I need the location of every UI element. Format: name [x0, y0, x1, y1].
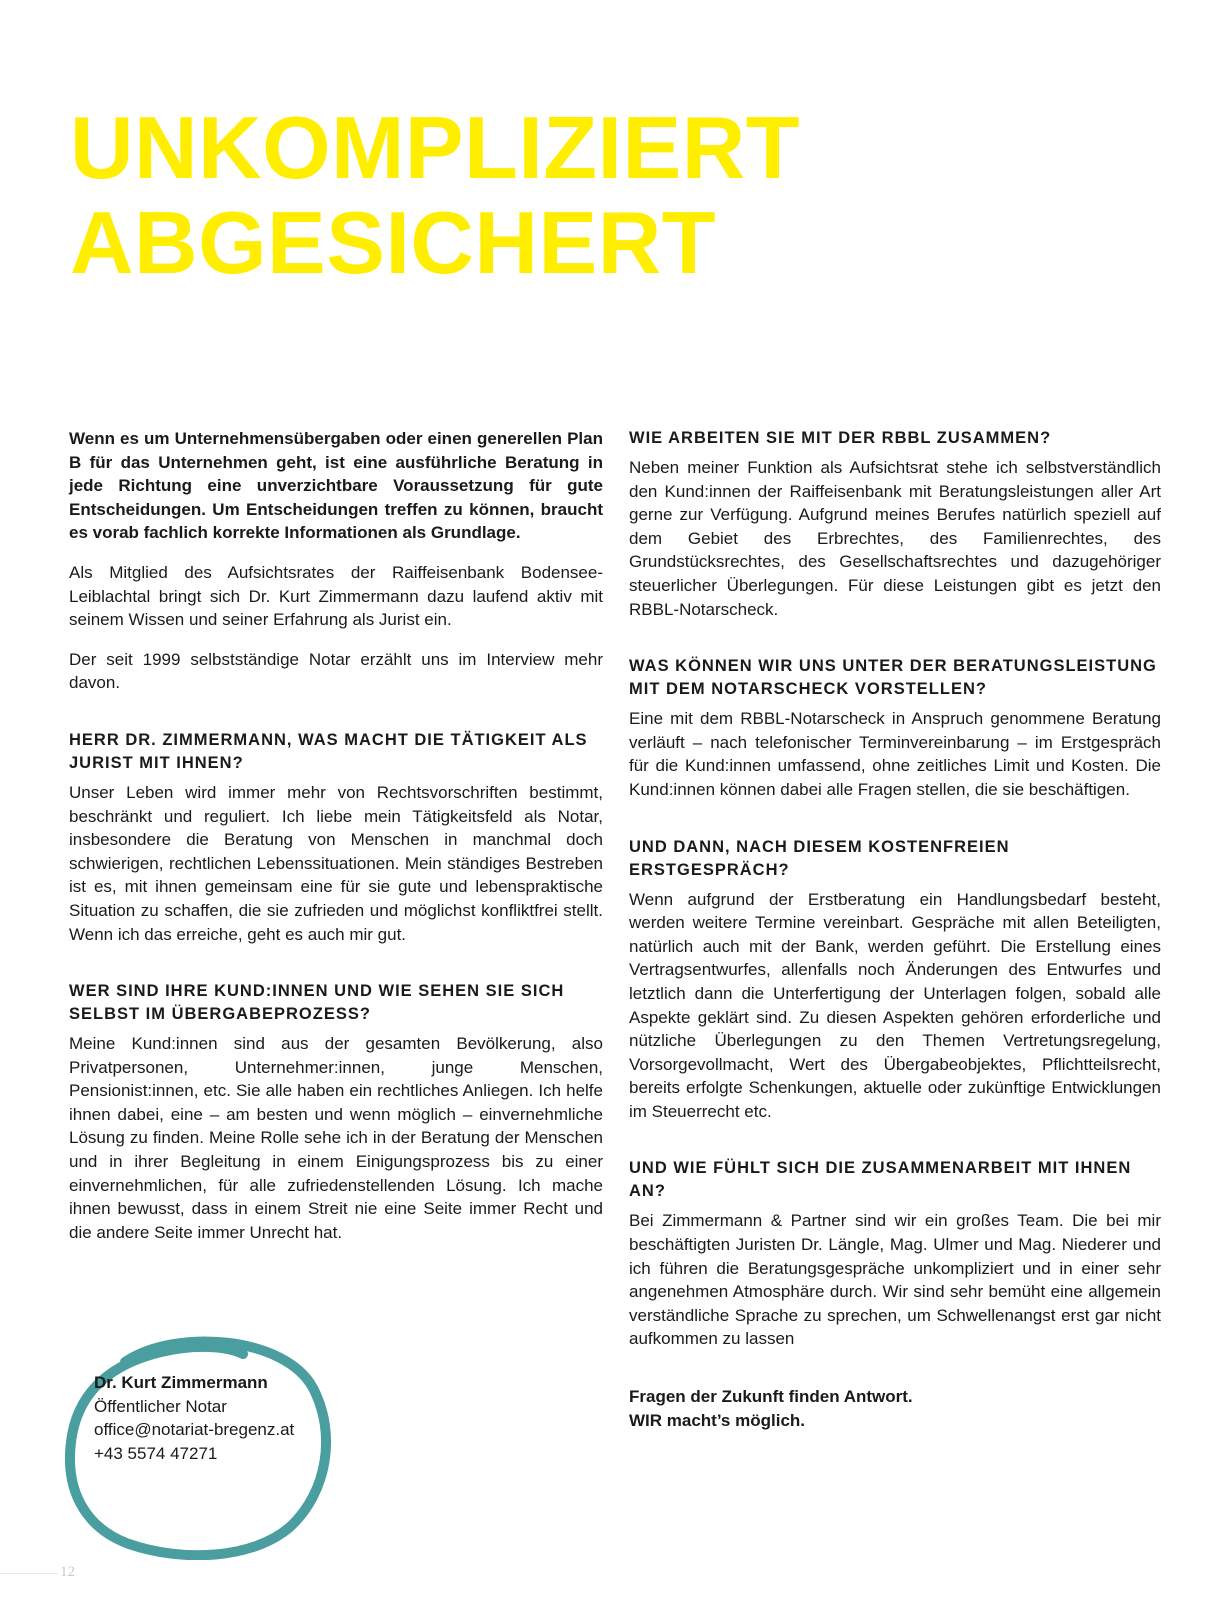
right-column — [629, 427, 1161, 1432]
intro-paragraph: Wenn es um Unternehmensübergaben oder einen generellen Plan B für das Unternehmen geht, ist eine ausführliche Beratung in jede Richtung eine unverzichtbare Voraussetzung für gute Entscheidungen. Um Entscheidungen treffen zu können, braucht es vorab fachlich korrekte Informationen als Grundlage. — [69, 429, 603, 543]
contact-role: Öffentlicher Notar — [94, 1396, 227, 1416]
interview-question: HERR DR. ZIMMERMANN, WAS MACHT DIE TÄTIGKEIT ALS JURIST MIT IHNEN? — [69, 730, 588, 772]
body-paragraph: Der seit 1999 selbstständige Notar erzählt uns im Interview mehr davon. — [69, 649, 603, 693]
interview-question: UND DANN, NACH DIESEM KOSTENFREIEN ERSTGESPRÄCH? — [629, 837, 1010, 879]
footer-rule — [0, 1573, 58, 1574]
interview-answer: Bei Zimmermann & Partner sind wir ein großes Team. Die bei mir beschäftigten Juristen Dr. Längle, Mag. Ulmer und Mag. Niederer und ich führen die Beratungsgespräche unkompliziert und in einer sehr angenehmen Atmosphäre durch. Wir sind sehr bemüht eine allgemein verständliche Sprache zu sprechen, um Schwellenangst erst gar nicht aufkommen zu lassen — [629, 1211, 1161, 1349]
interview-question: WAS KÖNNEN WIR UNS UNTER DER BERATUNGSLEISTUNG MIT DEM NOTARSCHECK VORSTELLEN? — [629, 657, 1157, 699]
interview-question: WIE ARBEITEN SIE MIT DER RBBL ZUSAMMEN? — [629, 429, 1052, 447]
interview-answer: Meine Kund:innen sind aus der gesamten Bevölkerung, also Privatpersonen, Unternehmer:innen, junge Menschen, Pensionist:innen, etc. Sie alle haben ein rechtliches Anliegen. Ich helfe ihnen dabei, eine – am besten und wenn möglich – einvernehmliche Lösung zu finden. Meine Rolle sehe ich in der Beratung der Menschen und in ihrer Begleitung in einem Einigungsprozess bis zu einer einvernehmlichen, für alle zufriedenstellenden Lösung. Ich mache ihnen bewusst, dass in einem Streit nie eine Seite immer Recht und die andere Seite immer Unrecht hat. — [69, 1034, 603, 1242]
page-number: 12 — [60, 1564, 75, 1580]
closing-line: WIR macht’s möglich. — [629, 1410, 806, 1430]
contact-phone[interactable]: +43 5574 47271 — [94, 1443, 218, 1463]
contact-email[interactable]: office@notariat-bregenz.at — [94, 1420, 295, 1440]
contact-details — [94, 1371, 294, 1465]
contact-name: Dr. Kurt Zimmermann — [94, 1373, 268, 1392]
headline — [70, 100, 800, 290]
interview-answer: Unser Leben wird immer mehr von Rechtsvorschriften bestimmt, beschränkt und reguliert. Ich liebe mein Tätigkeitsfeld als Notar, insbesondere die Beratung von Menschen in manchmal doch schwierigen, rechtlichen Lebenssituationen. Mein ständiges Bestreben ist es, mit ihnen gemeinsam eine für sie gute und lebenspraktische Situation zu schaffen, die sie zufrieden und möglichst konfliktfrei stellt. Wenn ich das erreiche, geht es auch mir gut. — [69, 782, 603, 944]
contact-box — [65, 1330, 335, 1560]
left-column — [69, 427, 603, 1244]
interview-question: WER SIND IHRE KUND:INNEN UND WIE SEHEN SIE SICH SELBST IM ÜBERGABEPROZESS? — [69, 982, 565, 1024]
interview-question: UND WIE FÜHLT SICH DIE ZUSAMMENARBEIT MIT IHNEN AN? — [629, 1159, 1132, 1201]
headline-line-2: ABGESICHERT — [70, 193, 716, 292]
interview-answer: Neben meiner Funktion als Aufsichtsrat stehe ich selbstverständlich den Kund:innen der Raiffeisenbank mit Beratungsleistungen aller Art gerne zur Verfügung. Aufgrund meines Berufes natürlich speziell auf dem Gebiet des Erbrechtes, des Familienrechtes, des Grundstücksrechtes, des Gesellschaftsrechtes und dazugehöriger steuerlicher Überlegungen. Für diese Leistungen gibt es jetzt den RBBL-Notarscheck. — [629, 458, 1161, 619]
closing-line: Fragen der Zukunft finden Antwort. — [629, 1387, 913, 1407]
body-paragraph: Als Mitglied des Aufsichtsrates der Raiffeisenbank Bodensee-Leiblachtal bringt sich Dr. Kurt Zimmermann dazu laufend aktiv mit seinem Wissen und seiner Erfahrung als Jurist ein. — [69, 562, 603, 630]
interview-answer: Eine mit dem RBBL-Notarscheck in Anspruch genommene Beratung verläuft – nach telefonischer Terminvereinbarung – im Erstgespräch für die Kund:innen umfassend, ohne zeitliches Limit und Kosten. Die Kund:innen können dabei alle Fragen stellen, die sie beschäftigen. — [629, 709, 1161, 799]
headline-line-1: UNKOMPLIZIERT — [70, 98, 801, 197]
interview-answer: Wenn aufgrund der Erstberatung ein Handlungsbedarf besteht, werden weitere Termine vereinbart. Gespräche mit allen Beteiligten, natürlich auch mit der Bank, werden geführt. Die Erstellung eines Vertragsentwurfes, allenfalls noch Änderungen des Entwurfes und letztlich dann die Unterfertigung der Unterlagen folgen, sobald alle Aspekte geklärt sind. Zu diesen Aspekten gehören erforderliche und nützliche Überlegungen zu den Themen Vertretungsregelung, Vorsorgevollmacht, Wert des Übergabeobjektes, Pflichtteilsrecht, bereits erfolgte Schenkungen, aktuelle oder zukünftige Entwicklungen im Steuerrecht etc. — [629, 889, 1161, 1121]
